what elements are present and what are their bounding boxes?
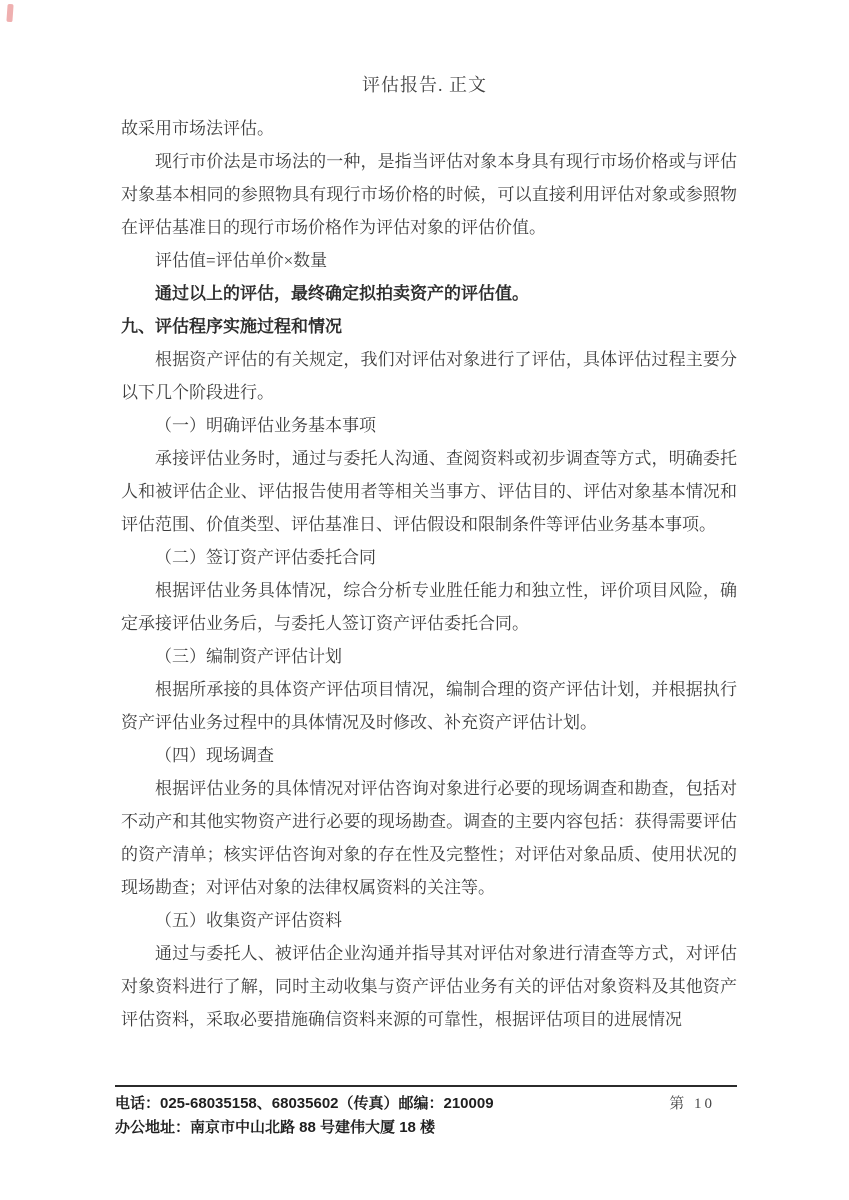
document-body [121,112,737,1036]
section-heading: 九、评估程序实施过程和情况 [121,317,342,336]
paragraph: 故采用市场法评估。 [121,119,274,138]
subsection-heading: （三）编制资产评估计划 [155,647,342,666]
paragraph: 根据所承接的具体资产评估项目情况，编制合理的资产评估计划，并根据执行资产评估业务过程中的具体情况及时修改、补充资产评估计划。 [121,680,737,732]
subsection-heading: （四）现场调查 [155,746,274,765]
paragraph: 根据资产评估的有关规定，我们对评估对象进行了评估，具体评估过程主要分以下几个阶段进行。 [121,350,737,402]
footer-phone: 电话：025-68035158、68035602（传真）邮编：210009 [115,1095,494,1112]
paragraph: 根据评估业务的具体情况对评估咨询对象进行必要的现场调查和勘查，包括对不动产和其他实物资产进行必要的现场勘查。调查的主要内容包括：获得需要评估的资产清单；核实评估咨询对象的存在性及完整性；对评估对象品质、使用状况的现场勘查；对评估对象的法律权属资料的关注等。 [121,779,737,897]
conclusion-line: 通过以上的评估，最终确定拟拍卖资产的评估值。 [155,284,529,303]
page-number: 第 10 [669,1096,715,1112]
page-title: 评估报告. 正文 [362,75,487,95]
subsection-heading: （五）收集资产评估资料 [155,911,342,930]
footer-address: 办公地址：南京市中山北路 88 号建伟大厦 18 楼 [115,1119,436,1136]
paragraph: 通过与委托人、被评估企业沟通并指导其对评估对象进行清查等方式，对评估对象资料进行了解，同时主动收集与资产评估业务有关的评估对象资料及其他资产评估资料，采取必要措施确信资料来源的可靠性，根据评估项目的进展情况 [121,944,737,1029]
footer-row [115,1092,737,1116]
paragraph: 现行市价法是市场法的一种，是指当评估对象本身具有现行市场价格或与评估对象基本相同的参照物具有现行市场价格的时候，可以直接利用评估对象或参照物在评估基准日的现行市场价格作为评估对象的评估价值。 [121,152,737,237]
page-footer [115,1085,737,1140]
subsection-heading: （一）明确评估业务基本事项 [155,416,376,435]
subsection-heading: （二）签订资产评估委托合同 [155,548,376,567]
paragraph: 承接评估业务时，通过与委托人沟通、查阅资料或初步调查等方式，明确委托人和被评估企业、评估报告使用者等相关当事方、评估目的、评估对象基本情况和评估范围、价值类型、评估基准日、评估假设和限制条件等评估业务基本事项。 [121,449,737,534]
paragraph: 根据评估业务具体情况，综合分析专业胜任能力和独立性，评价项目风险，确定承接评估业务后，与委托人签订资产评估委托合同。 [121,581,737,633]
red-pen-mark [6,4,13,22]
formula-line: 评估值=评估单价×数量 [155,251,328,270]
